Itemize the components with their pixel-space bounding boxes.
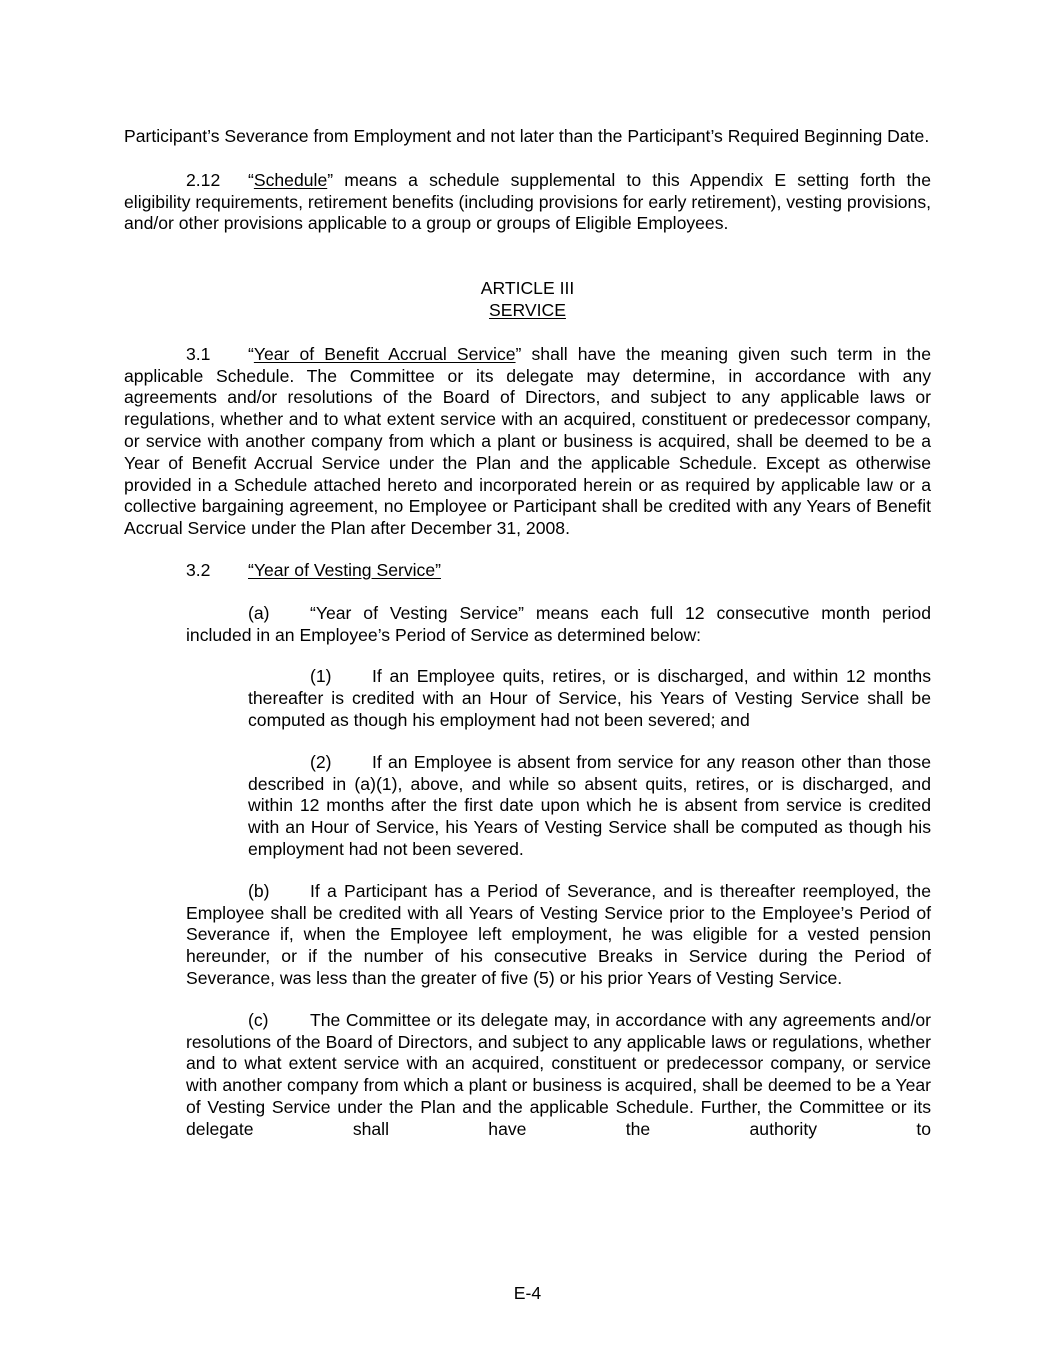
section-3-2-c-label: (c) xyxy=(248,1009,269,1030)
section-3-2-c xyxy=(186,1010,931,1141)
section-3-2-a-label: (a) xyxy=(248,602,270,623)
section-3-2-a-2 xyxy=(248,752,931,861)
section-3-2-b-label: (b) xyxy=(248,880,270,901)
section-3-2-a-1-text: If an Employee quits, retires, or is discharged, and within 12 months thereafter is credited with an Hour of Service, his Years of Vesting Service shall be computed as though his employment had not been severed; and xyxy=(248,666,931,730)
section-3-2-number: 3.2 xyxy=(186,559,211,580)
section-3-2-a-1-label: (1) xyxy=(310,666,332,687)
section-3-1 xyxy=(124,344,931,540)
section-3-2-a-1 xyxy=(248,666,931,731)
page-number: E-4 xyxy=(513,1283,542,1303)
continued-text: Participant’s Severance from Employment and not later than the Participant’s Required Beginning Date. xyxy=(124,126,930,146)
section-3-2-b xyxy=(186,881,931,990)
continued-paragraph xyxy=(124,126,931,148)
article-title: ARTICLE III xyxy=(480,278,575,299)
section-3-2-b-text: If a Participant has a Period of Severance, and is thereafter reemployed, the Employee shall be credited with all Years of Vesting Service prior to the Employee’s Period of Severance if, when the Employee left employment, he was eligible for a vested pension hereunder, or if the number of his consecutive Breaks in Service during the Period of Severance, was less than the greater of five (5) or his prior Years of Vesting Service. xyxy=(186,880,931,988)
section-3-2-c-text: The Committee or its delegate may, in accordance with any agreements and/or resolutions of the Board of Directors, and subject to any applicable laws or regulations, whether and to what extent service with an acquired, constituent or predecessor company, or service with another company from which a plant or business is acquired, shall be deemed to be a Year of Vesting Service under the Plan and the applicable Schedule. Further, the Committee or its delegate shall have the authority to xyxy=(186,1009,931,1139)
article-subtitle: SERVICE xyxy=(489,299,566,320)
section-2-12 xyxy=(124,170,931,235)
section-2-12-term: Schedule xyxy=(253,169,328,190)
document-page xyxy=(124,124,931,1140)
section-3-1-open-quote: “ xyxy=(248,343,254,364)
section-2-12-number: 2.12 xyxy=(186,169,221,190)
section-2-12-text: ” means a schedule supplemental to this Appendix E setting forth the eligibility requirements, retirement benefits (including provisions for early retirement), vesting provisions, and/or other provisions applicable to a group or groups of Eligible Employees. xyxy=(124,169,931,234)
section-3-1-term: Year of Benefit Accrual Service xyxy=(253,343,516,364)
section-3-2 xyxy=(124,560,931,582)
section-3-1-number: 3.1 xyxy=(186,343,211,364)
section-3-2-title: “Year of Vesting Service” xyxy=(248,559,441,580)
section-3-2-a-2-label: (2) xyxy=(310,751,332,772)
section-3-1-text: ” shall have the meaning given such term in the applicable Schedule. The Committee or its delegate may determine, in accordance with any agreements and/or resolutions of the Board of Directors, and subject to any applicable laws or regulations, whether and to what extent service with an acquired, constituent or predecessor company, or service with another company from which a plant or business is acquired, shall be deemed to be a Year of Benefit Accrual Service under the Plan and the applicable Schedule. Except as otherwise provided in a Schedule attached hereto and incorporated herein or as required by applicable law or a collective bargaining agreement, no Employee or Participant shall be credited with any Years of Benefit Accrual Service under the Plan after December 31, 2008. xyxy=(124,343,931,539)
section-3-2-a-text: “Year of Vesting Service” means each full 12 consecutive month period included in an Employee’s Period of Service as determined below: xyxy=(186,602,931,645)
section-3-2-a xyxy=(186,603,931,647)
section-2-12-open-quote: “ xyxy=(248,169,254,190)
section-3-2-a-2-text: If an Employee is absent from service for any reason other than those described in (a)(1), above, and while so absent quits, retires, or is discharged, and within 12 months after the first date upon which he is absent from service is credited with an Hour of Service, his Years of Vesting Service shall be computed as though his employment had not been severed. xyxy=(248,751,931,859)
